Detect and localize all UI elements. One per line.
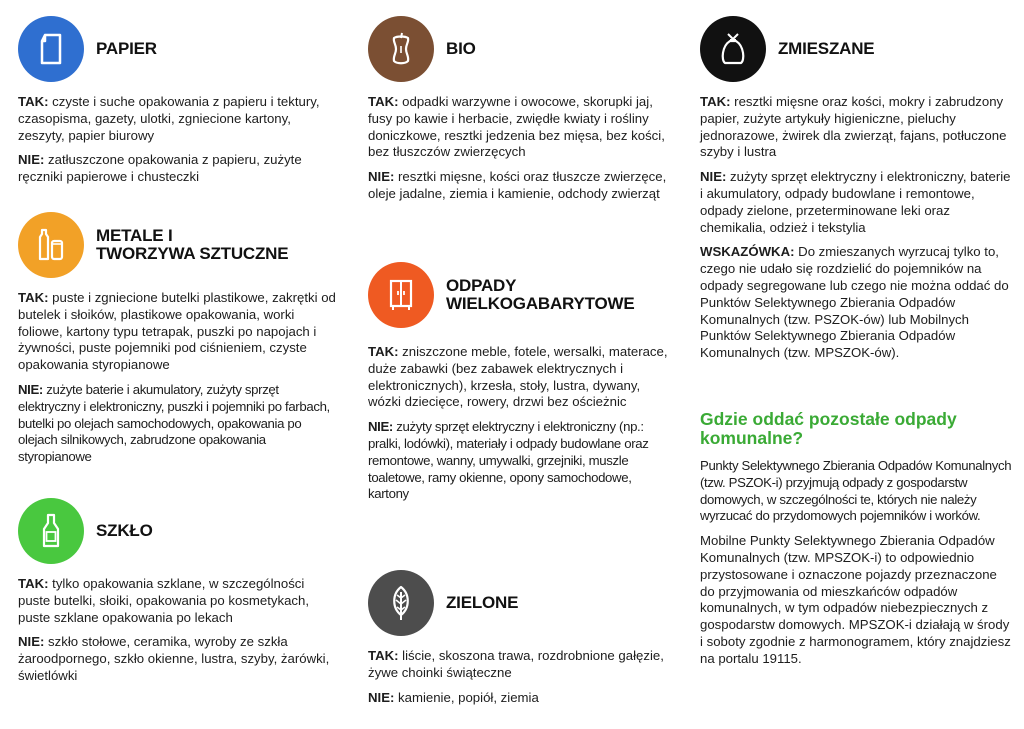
szklo-title: SZKŁO	[96, 521, 153, 540]
tak-label: TAK:	[368, 648, 399, 663]
section-papier	[18, 14, 340, 194]
section-zmieszane	[700, 14, 1012, 370]
tip-label: WSKAZÓWKA:	[700, 244, 795, 260]
papier-nie	[18, 152, 340, 186]
metale-nie	[18, 382, 340, 466]
nie-label: NIE:	[18, 381, 43, 397]
wielkogabarytowe-nie	[368, 419, 668, 503]
trash-bag-icon	[700, 16, 766, 82]
zmieszane-tip-text: Do zmieszanych wyrzucaj tylko to, czego nie udało się rozdzielić do pojemników na odpady segregowane lub czego nie można oddać do Punktów Selektywnego Zbierania Odpadów Komunalnych (tzw. PSZOK-ów) lub Mobilnych Punktów Selektywnego Zbierania Odpadów Komunalnych (tzw. MPSZOK-ów).	[700, 244, 1009, 361]
zielone-tak	[368, 648, 668, 682]
section-wielkogabarytowe	[368, 260, 668, 511]
bio-tak	[368, 94, 668, 161]
zielone-title: ZIELONE	[446, 593, 519, 612]
papier-header	[18, 14, 340, 84]
bio-header	[368, 14, 668, 84]
metale-tak	[18, 290, 340, 374]
zielone-nie	[368, 690, 668, 707]
nie-label: NIE:	[368, 169, 395, 185]
tak-label: TAK:	[368, 94, 399, 109]
nie-label: NIE:	[18, 634, 45, 650]
papier-nie-text: zatłuszczone opakowania z papieru, zużyte ręczniki papierowe i chusteczki	[18, 152, 302, 185]
pozostale-heading: Gdzie oddać pozostałe odpady komunalne?	[700, 409, 957, 448]
section-szklo	[18, 496, 340, 693]
zmieszane-tak-text: resztki mięsne oraz kości, mokry i zabrudzony papier, zużyte artykuły higieniczne, pieluchy jednorazowe, żwirek dla zwierząt, fajans, potłuczone szyby i lustra	[700, 94, 1007, 160]
zielone-header	[368, 568, 668, 638]
section-pozostale	[700, 410, 1012, 676]
papier-title: PAPIER	[96, 39, 157, 58]
wardrobe-icon	[368, 262, 434, 328]
wielkogabarytowe-title-line1: ODPADY	[446, 276, 517, 295]
szklo-header	[18, 496, 340, 566]
zmieszane-title: ZMIESZANE	[778, 39, 875, 58]
wielkogabarytowe-tak	[368, 344, 668, 411]
papier-tak-text: czyste i suche opakowania z papieru i tektury, czasopisma, gazety, ulotki, zgniecione kartony, zeszyty, papier biurowy	[18, 94, 320, 143]
zmieszane-nie	[700, 169, 1012, 236]
metale-title-line1: METALE I	[96, 226, 173, 245]
szklo-nie	[18, 634, 340, 684]
metale-header	[18, 210, 340, 280]
bio-nie	[368, 169, 668, 203]
wielkogabarytowe-nie-text: zużyty sprzęt elektryczny i elektroniczny (np.: pralki, lodówki), materiały i odpady budowlane oraz remontowe, wanny, umywalki, grzejniki, muszle toaletowe, ramy okienne, opony samochodowe, kartony	[368, 419, 649, 502]
wielkogabarytowe-tak-text: zniszczone meble, fotele, wersalki, materace, duże zabawki (bez zabawek elektrycznych i elektronicznych), krzesła, stoły, lustra, dywany, wózki dziecięce, rowery, drzwi bez ościeżnic	[368, 344, 668, 410]
tak-label: TAK:	[18, 94, 49, 109]
metale-title	[96, 227, 288, 263]
wielkogabarytowe-title	[446, 277, 635, 313]
szklo-tak	[18, 576, 340, 626]
leaf-icon	[368, 570, 434, 636]
bio-nie-text: resztki mięsne, kości oraz tłuszcze zwierzęce, oleje jadalne, ziemia i kamienie, odchody zwierząt	[368, 169, 667, 201]
nie-label: NIE:	[700, 169, 727, 185]
tak-label: TAK:	[18, 290, 49, 305]
zmieszane-tip	[700, 244, 1012, 362]
nie-label: NIE:	[18, 152, 45, 168]
bio-tak-text: odpadki warzywne i owocowe, skorupki jaj, fusy po kawie i herbacie, zwiędłe kwiaty i rośliny doniczkowe, resztki jedzenia bez mięsa, bez kości, bez tłuszczów zwierzęcych	[368, 94, 665, 160]
apple-core-icon	[368, 16, 434, 82]
metale-title-line2: TWORZYWA SZTUCZNE	[96, 244, 289, 263]
wielkogabarytowe-header	[368, 260, 668, 330]
zmieszane-nie-text: zużyty sprzęt elektryczny i elektroniczny, baterie i akumulatory, odpady budowlane i remontowe, odpady zielone, przeterminowane leki oraz chemikalia, odzież i tekstylia	[700, 169, 1011, 235]
zielone-nie-text: kamienie, popiół, ziemia	[394, 689, 539, 705]
zmieszane-tak	[700, 94, 1012, 161]
nie-label: NIE:	[368, 419, 393, 435]
glass-bottle-icon	[18, 498, 84, 564]
tak-label: TAK:	[368, 344, 399, 359]
section-bio	[368, 14, 668, 211]
metale-nie-text: zużyte baterie i akumulatory, zużyty sprzęt elektryczny i elektroniczny, puszki i pojemniki po farbach, butelki po olejach samochodowych, opakowania po olejach silnikowych, zabrudzone opakowania styropianowe	[18, 381, 330, 465]
section-metale	[18, 210, 340, 474]
nie-label: NIE:	[368, 689, 395, 705]
tak-label: TAK:	[18, 576, 49, 591]
zmieszane-header	[700, 14, 1012, 84]
paper-sheet-icon	[18, 16, 84, 82]
metale-tak-text: puste i zgniecione butelki plastikowe, zakrętki od butelek i słoików, plastikowe opakowania, worki foliowe, kartony typu tetrapak, puszki po napojach i żywności, puste pojemniki pod ciśnieniem, czyste opakowania styropianowe	[18, 290, 336, 373]
bio-title: BIO	[446, 39, 476, 58]
papier-tak	[18, 94, 340, 144]
pozostale-para2: Mobilne Punkty Selektywnego Zbierania Odpadów Komunalnych (tzw. MPSZOK-i) to odpowiednio przystosowane i oznaczone pojazdy przeznaczone do przyjmowania od mieszkańców odpadów komunalnych, w tym odpadów niebezpiecznych z gospodarstw domowych. MPSZOK-i działają w środy i soboty zgodnie z harmonogramem, który znajdziesz na portalu 19115.	[700, 533, 1011, 666]
bottle-and-can-icon	[18, 212, 84, 278]
tak-label: TAK:	[700, 94, 731, 109]
section-zielone	[368, 568, 668, 714]
szklo-tak-text: tylko opakowania szklane, w szczególności puste butelki, słoiki, opakowania po kosmetykach, puste szklane opakowania po lekach	[18, 576, 310, 625]
szklo-nie-text: szkło stołowe, ceramika, wyroby ze szkła żaroodpornego, szkło okienne, lustra, szyby, żarówki, świetlówki	[18, 634, 330, 683]
zielone-tak-text: liście, skoszona trawa, rozdrobnione gałęzie, żywe choinki świąteczne	[368, 648, 664, 680]
wielkogabarytowe-title-line2: WIELKOGABARYTOWE	[446, 294, 635, 313]
pozostale-para1: Punkty Selektywnego Zbierania Odpadów Komunalnych (tzw. PSZOK-i) przyjmują odpady z gospodarstw domowych, w szczególności te, których nie należy wyrzucać do przydomowych pojemników i worków.	[700, 458, 1012, 524]
